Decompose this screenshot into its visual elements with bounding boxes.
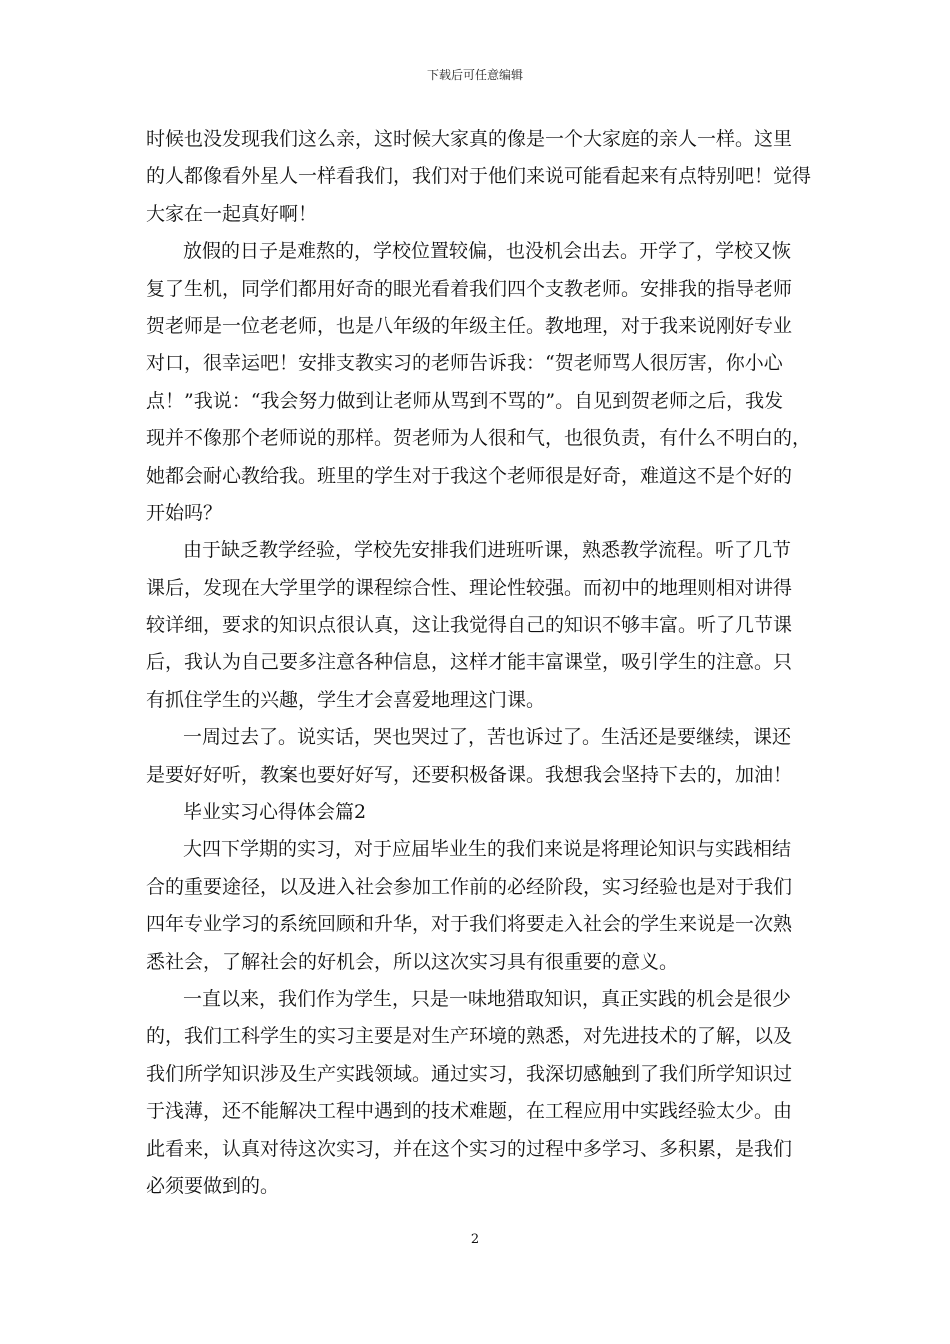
text-line: 大四下学期的实习，对于应届毕业生的我们来说是将理论知识与实践相结: [183, 838, 792, 861]
text-line: 时候也没发现我们这么亲，这时候大家真的像是一个大家庭的亲人一样。这里: [146, 128, 793, 150]
text-line: 由于缺乏教学经验，学校先安排我们进班听课，熟悉教学流程。听了几节: [183, 539, 792, 562]
text-line: 的，我们工科学生的实习主要是对生产环境的熟悉，对先进技术的了解，以及: [146, 1025, 793, 1048]
text-line: 点！”我说：“我会努力做到让老师从骂到不骂的”。自见到贺老师之后，我发: [146, 389, 784, 412]
text-line: 贺老师是一位老老师，也是八年级的年级主任。教地理，对于我来说刚好专业: [146, 314, 793, 337]
text-line: 她都会耐心教给我。班里的学生对于我这个老师很是好奇，难道这不是个好的: [146, 464, 793, 487]
text-line: 必须要做到的。: [146, 1174, 280, 1197]
text-line: 的人都像看外星人一样看我们，我们对于他们来说可能看起来有点特别吧！觉得: [146, 165, 812, 188]
text-line: 较详细，要求的知识点很认真，这让我觉得自己的知识不够丰富。听了几节课: [146, 614, 793, 637]
text-line: 我们所学知识涉及生产实践领域。通过实习，我深切感触到了我们所学知识过: [146, 1062, 793, 1085]
text-line: 放假的日子是难熬的，学校位置较偏，也没机会出去。开学了，学校又恢: [183, 240, 792, 263]
text-line: 一直以来，我们作为学生，只是一味地猎取知识，真正实践的机会是很少: [183, 987, 792, 1010]
text-line: 是要好好听，教案也要好好写，还要积极备课。我想我会坚持下去的，加油！: [146, 763, 793, 786]
text-line: 对口，很幸运吧！安排支教实习的老师告诉我：“贺老师骂人很厉害，你小心: [146, 352, 783, 375]
text-line: 于浅薄，还不能解决工程中遇到的技术难题，在工程应用中实践经验太少。由: [146, 1100, 793, 1123]
text-line: 毕业实习心得体会篇2: [183, 801, 367, 824]
text-line: 开始吗？: [146, 501, 223, 524]
text-line: 合的重要途径，以及进入社会参加工作前的必经阶段，实习经验也是对于我们: [146, 875, 793, 898]
text-line: 此看来，认真对待这次实习，并在这个实习的过程中多学习、多积累，是我们: [146, 1137, 793, 1160]
page-number: 2: [470, 1232, 480, 1247]
text-line: 有抓住学生的兴趣，学生才会喜爱地理这门课。: [146, 688, 546, 711]
document-body: [146, 121, 812, 1205]
text-line: 悉社会，了解社会的好机会，所以这次实习具有很重要的意义。: [146, 950, 679, 973]
text-line: 后，我认为自己要多注意各种信息，这样才能丰富课堂，吸引学生的注意。只: [146, 651, 793, 674]
text-line: 四年专业学习的系统回顾和升华，对于我们将要走入社会的学生来说是一次熟: [146, 913, 793, 936]
text-line: 大家在一起真好啊！: [146, 202, 318, 225]
text-line: 课后，发现在大学里学的课程综合性、理论性较强。而初中的地理则相对讲得: [146, 576, 793, 599]
text-line: 一周过去了。说实话，哭也哭过了，苦也诉过了。生活还是要继续，课还: [183, 726, 792, 749]
text-line: 现并不像那个老师说的那样。贺老师为人很和气，也很负责，有什么不明白的，: [146, 427, 812, 450]
page-header: 下载后可任意编辑: [426, 68, 523, 82]
text-line: 复了生机，同学们都用好奇的眼光看着我们四个支教老师。安排我的指导老师: [146, 277, 793, 300]
